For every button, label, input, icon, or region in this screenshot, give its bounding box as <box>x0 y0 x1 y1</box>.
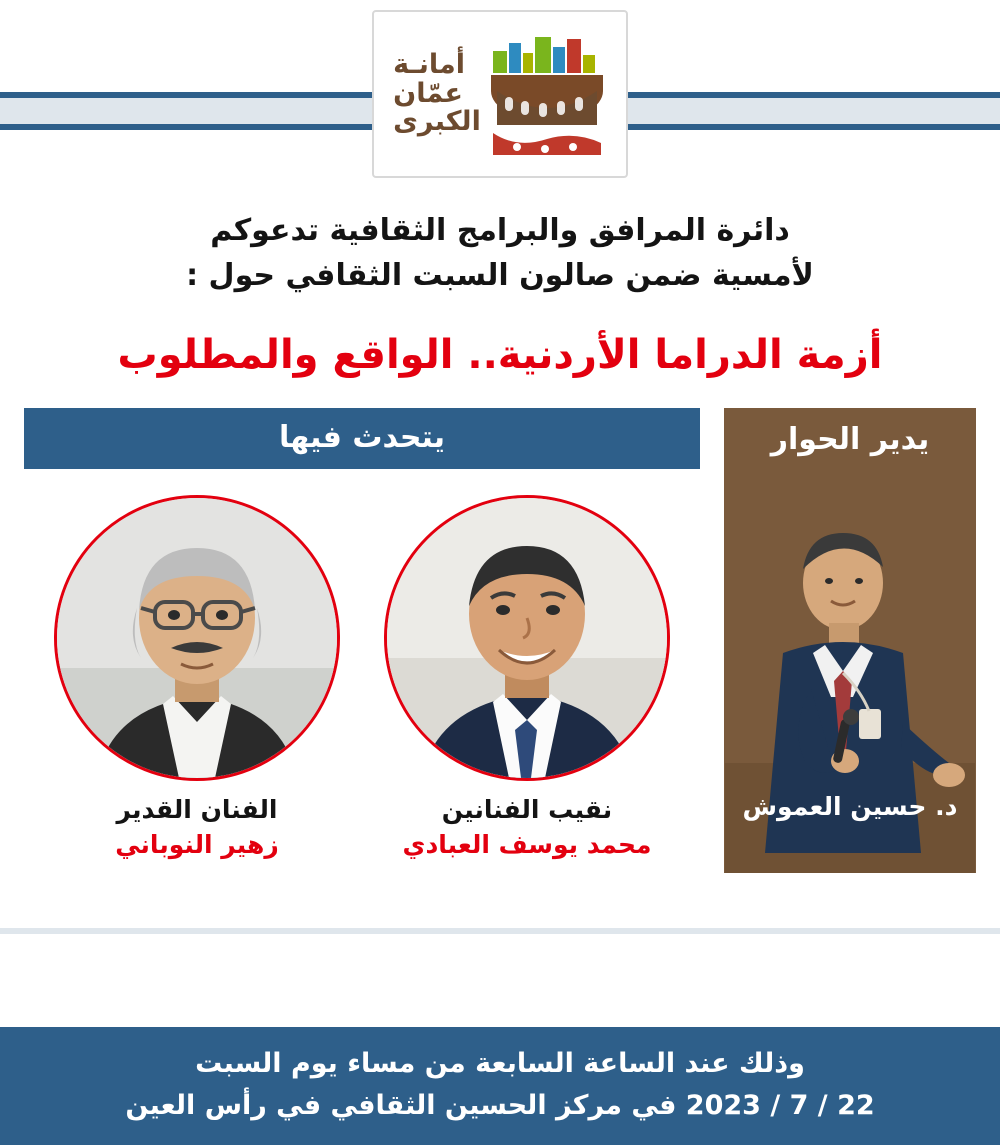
speakers-section <box>0 408 1000 928</box>
logo-line-2: عمّان <box>393 77 463 109</box>
speaker-list <box>24 495 700 859</box>
speaker-card <box>382 495 672 859</box>
speaker-title: نقيب الفنانين <box>441 795 613 824</box>
moderator-card <box>724 408 976 873</box>
invitation-line-2: لأمسية ضمن صالون السبت الثقافي حول : <box>186 258 814 293</box>
invitation-line-1: دائرة المرافق والبرامج الثقافية تدعوكم <box>210 213 790 248</box>
speaker-avatar <box>54 495 340 781</box>
moderator-label: يدير الحوار <box>770 422 930 457</box>
speaker-card <box>52 495 342 859</box>
speakers-panel <box>24 408 700 859</box>
speakers-banner: يتحدث فيها <box>24 408 700 469</box>
footer-line-2: 22 / 7 / 2023 في مركز الحسين الثقافي في رأس العين <box>125 1090 875 1122</box>
speaker-avatar <box>384 495 670 781</box>
speaker-portrait-illustration <box>57 498 337 778</box>
speaker-portrait-illustration <box>387 498 667 778</box>
logo-line-1: أمانـة <box>393 49 466 81</box>
speaker-title: الفنان القدير <box>116 795 278 824</box>
event-details-footer <box>0 1027 1000 1145</box>
amman-skyline-icon <box>487 29 607 159</box>
footer-divider <box>0 928 1000 934</box>
speaker-name: زهير النوباني <box>115 830 279 859</box>
poster-header <box>0 0 1000 190</box>
speaker-name: محمد يوسف العبادي <box>402 830 652 859</box>
logo-text <box>393 51 481 136</box>
moderator-photo <box>724 408 976 873</box>
event-topic-title: أزمة الدراما الأردنية.. الواقع والمطلوب <box>117 332 883 378</box>
amman-municipality-logo <box>372 10 628 178</box>
logo-line-3: الكبرى <box>393 106 481 138</box>
moderator-name: د. حسين العموش <box>742 792 958 821</box>
invitation-text <box>0 208 1000 298</box>
footer-line-1: وذلك عند الساعة السابعة من مساء يوم السبت <box>195 1048 805 1080</box>
